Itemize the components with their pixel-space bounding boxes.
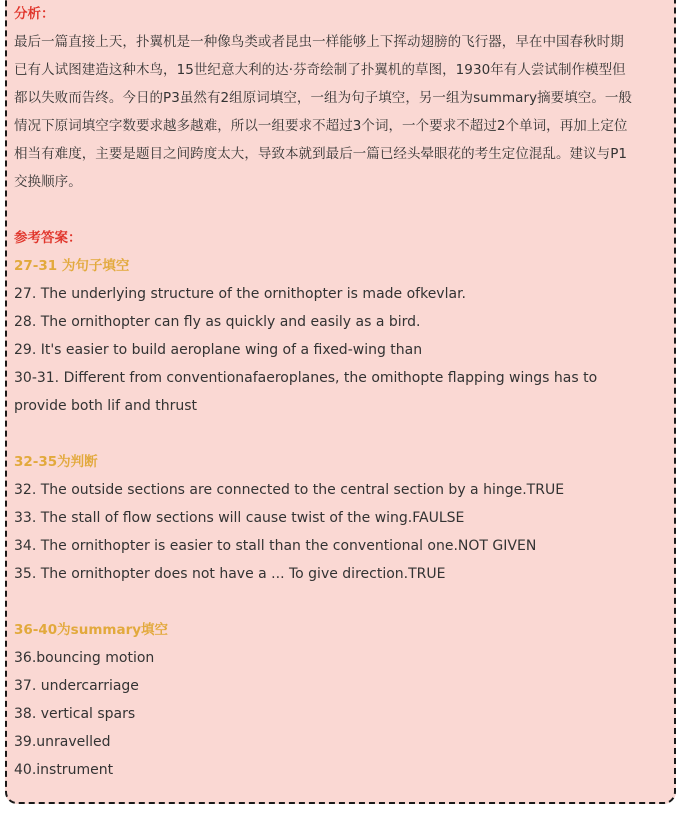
answer-line: 36.bouncing motion [14, 650, 155, 666]
analysis-heading: 分析： [14, 6, 55, 22]
answer-line: 27. The underlying structure of the ornithopter is made ofkevlar. [14, 286, 466, 302]
answer-line: 30-31. Different from conventionafaeroplanes, the omithopte flapping wings has to [14, 370, 598, 386]
answer-section-true-false [14, 448, 674, 588]
answer-line: 34. The ornithopter is easier to stall than the conventional one.NOT GIVEN [14, 538, 537, 554]
spacer [14, 420, 674, 448]
analysis-paragraph [14, 28, 674, 196]
answer-line: 33. The stall of flow sections will cause twist of the wing.FAULSE [14, 510, 465, 526]
answer-line: 32. The outside sections are connected to the central section by a hinge.TRUE [14, 482, 565, 498]
analysis-line: 已有人试图建造这种木鸟，15世纪意大利的达·芬奇绘制了扑翼机的草图，1930年有人尝试制作模型但 [14, 62, 626, 78]
analysis-line: 情况下原词填空字数要求越多越难，所以一组要求不超过3个词，一个要求不超过2个单词，再加上定位 [14, 118, 628, 134]
answer-line: 35. The ornithopter does not have a ... To give direction.TRUE [14, 566, 446, 582]
analysis-line: 都以失败而告终。今日的P3虽然有2组原词填空，一组为句子填空，另一组为summary摘要填空。一般 [14, 90, 632, 106]
section-title: 27-31 为句子填空 [14, 258, 130, 274]
answer-section-sentence-completion [14, 252, 674, 420]
section-title: 32-35为判断 [14, 454, 98, 470]
answer-section-summary [14, 616, 674, 784]
spacer [14, 196, 674, 224]
analysis-line: 相当有难度，主要是题目之间跨度太大，导致本就到最后一篇已经头晕眼花的考生定位混乱。建议与P1 [14, 146, 628, 162]
content-card [5, 0, 676, 804]
answer-line: 37. undercarriage [14, 678, 139, 694]
analysis-line: 最后一篇直接上天，扑翼机是一种像鸟类或者昆虫一样能够上下挥动翅膀的飞行器，早在中国春秋时期 [14, 34, 624, 50]
answers-heading: 参考答案： [14, 230, 82, 246]
analysis-line: 交换顺序。 [14, 174, 82, 190]
answer-line: 28. The ornithopter can fly as quickly and easily as a bird. [14, 314, 421, 330]
answer-line: 38. vertical spars [14, 706, 136, 722]
answer-line: 39.unravelled [14, 734, 111, 750]
spacer [14, 588, 674, 616]
section-title: 36-40为summary填空 [14, 622, 169, 638]
answer-line: provide both lif and thrust [14, 398, 198, 414]
answer-line: 29. It's easier to build aeroplane wing of a fixed-wing than [14, 342, 423, 358]
answer-line: 40.instrument [14, 762, 114, 778]
